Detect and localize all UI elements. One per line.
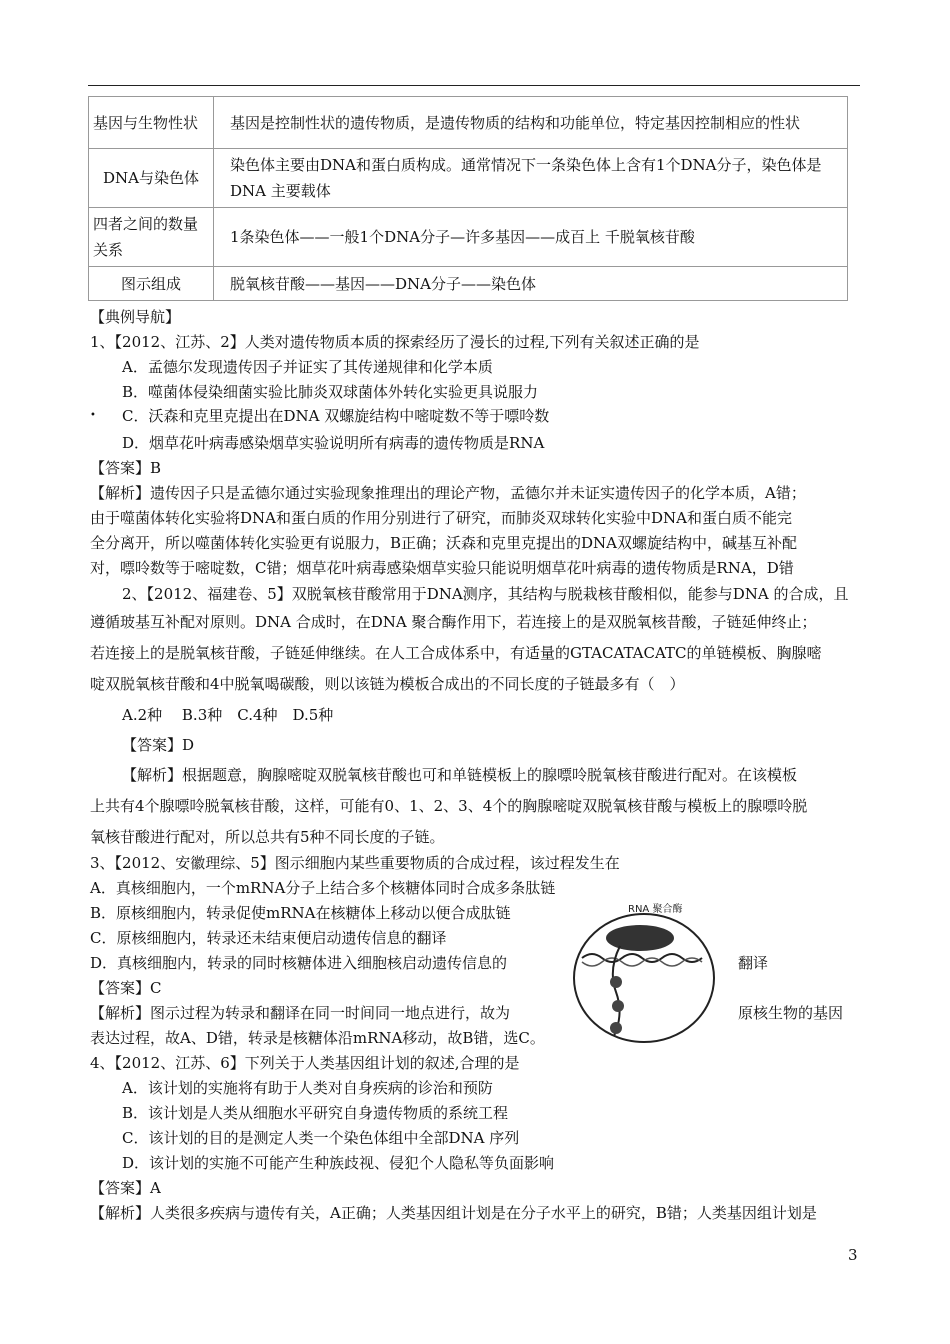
header-rule bbox=[88, 85, 860, 86]
question-2-line: 啶双脱氧核苷酸和4中脱氧喝碳酸，则以该链为模板合成出的不同长度的子链最多有（ ） bbox=[90, 675, 685, 693]
explanation-2-line: 上共有4个腺嘌呤脱氧核苷酸，这样，可能有0、1、2、3、4个的胸腺嘧啶双脱氧核苷酸与模板上的腺嘌呤脱 bbox=[90, 797, 808, 815]
answer-1: 【答案】B bbox=[90, 459, 162, 477]
explanation-2-line: 氧核苷酸进行配对，所以总共有5种不同长度的子链。 bbox=[90, 828, 445, 846]
explanation-1-line: 对，嘌呤数等于嘧啶数，C错；烟草花叶病毒感染烟草实验只能说明烟草花叶病毒的遗传物质是RNA，D错 bbox=[90, 559, 794, 577]
answer-3: 【答案】C bbox=[90, 979, 162, 997]
section-heading: 【典例导航】 bbox=[90, 308, 181, 326]
question-2-line: 2、【2012、福建卷、5】双脱氧核苷酸常用于DNA测序，其结构与脱栽核苷酸相似，能参与DNA 的合成，且 bbox=[122, 585, 849, 603]
table-key: 四者之间的数量关系 bbox=[89, 208, 214, 267]
answer-4: 【答案】A bbox=[90, 1179, 161, 1197]
option-1a: A．孟德尔发现遗传因子并证实了其传递规律和化学本质 bbox=[122, 358, 493, 376]
table-row bbox=[89, 267, 848, 301]
question-1: 1、【2012、江苏、2】人类对遗传物质本质的探索经历了漫长的过程,下列有关叙述正确的是 bbox=[90, 333, 700, 351]
option-4b: B．该计划是人类从细胞水平研究自身遗传物质的系统工程 bbox=[122, 1104, 509, 1122]
table-row bbox=[89, 97, 848, 149]
explanation-3-line-end: 原核生物的基因 bbox=[738, 1004, 844, 1022]
ribosome bbox=[610, 1022, 622, 1034]
transcription-translation-figure bbox=[568, 898, 720, 1046]
question-4: 4、【2012、江苏、6】下列关于人类基因组计划的叙述,合理的是 bbox=[90, 1054, 520, 1072]
explanation-2-line: 【解析】根据题意，胸腺嘧啶双脱氧核苷酸也可和单链模板上的腺嘌呤脱氧核苷酸进行配对。在该模板 bbox=[122, 766, 798, 784]
ribosome bbox=[612, 1000, 624, 1012]
explanation-1-line: 全分离开，所以噬菌体转化实验更有说服力，B正确；沃森和克里克提出的DNA双螺旋结构中，碱基互补配 bbox=[90, 534, 798, 552]
option-3c: C．原核细胞内，转录还未结束便启动遗传信息的翻译 bbox=[90, 929, 447, 947]
table-value: 染色体主要由DNA和蛋白质构成。通常情况下一条染色体上含有1个DNA分子，染色体是DNA 主要载体 bbox=[214, 149, 848, 208]
explanation-1-line: 由于噬菌体转化实验将DNA和蛋白质的作用分别进行了研究，而肺炎双球转化实验中DNA和蛋白质不能完 bbox=[90, 509, 792, 527]
option-4d: D．该计划的实施不可能产生种族歧视、侵犯个人隐私等负面影响 bbox=[122, 1154, 555, 1172]
rna-polymerase-shape bbox=[606, 925, 674, 951]
explanation-3-line: 表达过程，故A、D错，转录是核糖体沿mRNA移动，故B错，选C。 bbox=[90, 1029, 545, 1047]
table-key: 基因与生物性状 bbox=[89, 97, 214, 149]
option-3d: D．真核细胞内，转录的同时核糖体进入细胞核启动遗传信息的 bbox=[90, 954, 508, 972]
explanation-1-line: 【解析】遗传因子只是孟德尔通过实验现象推理出的理论产物，孟德尔并未证实遗传因子的化学本质，A错； bbox=[90, 484, 806, 502]
answer-2: 【答案】D bbox=[122, 736, 195, 754]
option-4a: A．该计划的实施将有助于人类对自身疾病的诊治和预防 bbox=[122, 1079, 493, 1097]
option-3b: B．原核细胞内，转录促使mRNA在核糖体上移动以便合成肽链 bbox=[90, 904, 511, 922]
speck: • bbox=[90, 410, 96, 421]
table-value: 1条染色体——一般1个DNA分子—许多基因——成百上 千脱氧核苷酸 bbox=[214, 208, 848, 267]
explanation-3-line: 【解析】图示过程为转录和翻译在同一时间同一地点进行，故为 bbox=[90, 1004, 511, 1022]
options-2: A.2种 B.3种 C.4种 D.5种 bbox=[122, 706, 334, 724]
question-2-line: 遵循玻基互补配对原则。DNA 合成时，在DNA 聚合酶作用下，若连接上的是双脱氧核昔酸，子链延伸终止； bbox=[90, 613, 817, 631]
table-key: 图示组成 bbox=[89, 267, 214, 301]
table-value: 基因是控制性状的遗传物质，是遗传物质的结构和功能单位，特定基因控制相应的性状 bbox=[214, 97, 848, 149]
table-row bbox=[89, 149, 848, 208]
option-1c: C．沃森和克里克提出在DNA 双螺旋结构中嘧啶数不等于嘌呤数 bbox=[122, 407, 550, 425]
option-1d: D．烟草花叶病毒感染烟草实验说明所有病毒的遗传物质是RNA bbox=[122, 434, 545, 452]
page-number: 3 bbox=[848, 1246, 858, 1264]
table-value: 脱氧核苷酸——基因——DNA分子——染色体 bbox=[214, 267, 848, 301]
summary-table bbox=[88, 96, 848, 301]
table-key: DNA与染色体 bbox=[89, 149, 214, 208]
option-3d-end: 翻译 bbox=[738, 954, 769, 972]
ribosome bbox=[610, 976, 622, 988]
explanation-4-line: 【解析】人类很多疾病与遗传有关，A正确；人类基因组计划是在分子水平上的研究，B错；人类基因组计划是 bbox=[90, 1204, 817, 1222]
table-row bbox=[89, 208, 848, 267]
option-4c: C．该计划的目的是测定人类一个染色体组中全部DNA 序列 bbox=[122, 1129, 520, 1147]
question-3: 3、【2012、安徽理综、5】图示细胞内某些重要物质的合成过程，该过程发生在 bbox=[90, 854, 620, 872]
option-1b: B．噬菌体侵染细菌实验比肺炎双球菌体外转化实验更具说服力 bbox=[122, 383, 539, 401]
question-2-line: 若连接上的是脱氧核苷酸，子链延伸继续。在人工合成体系中，有适量的GTACATACATC的单链模板、胸腺嘧 bbox=[90, 644, 822, 662]
option-3a: A．真核细胞内，一个mRNA分子上结合多个核糖体同时合成多条肽链 bbox=[90, 879, 556, 897]
rna-polymerase-label: RNA 聚合酶 bbox=[628, 904, 683, 915]
